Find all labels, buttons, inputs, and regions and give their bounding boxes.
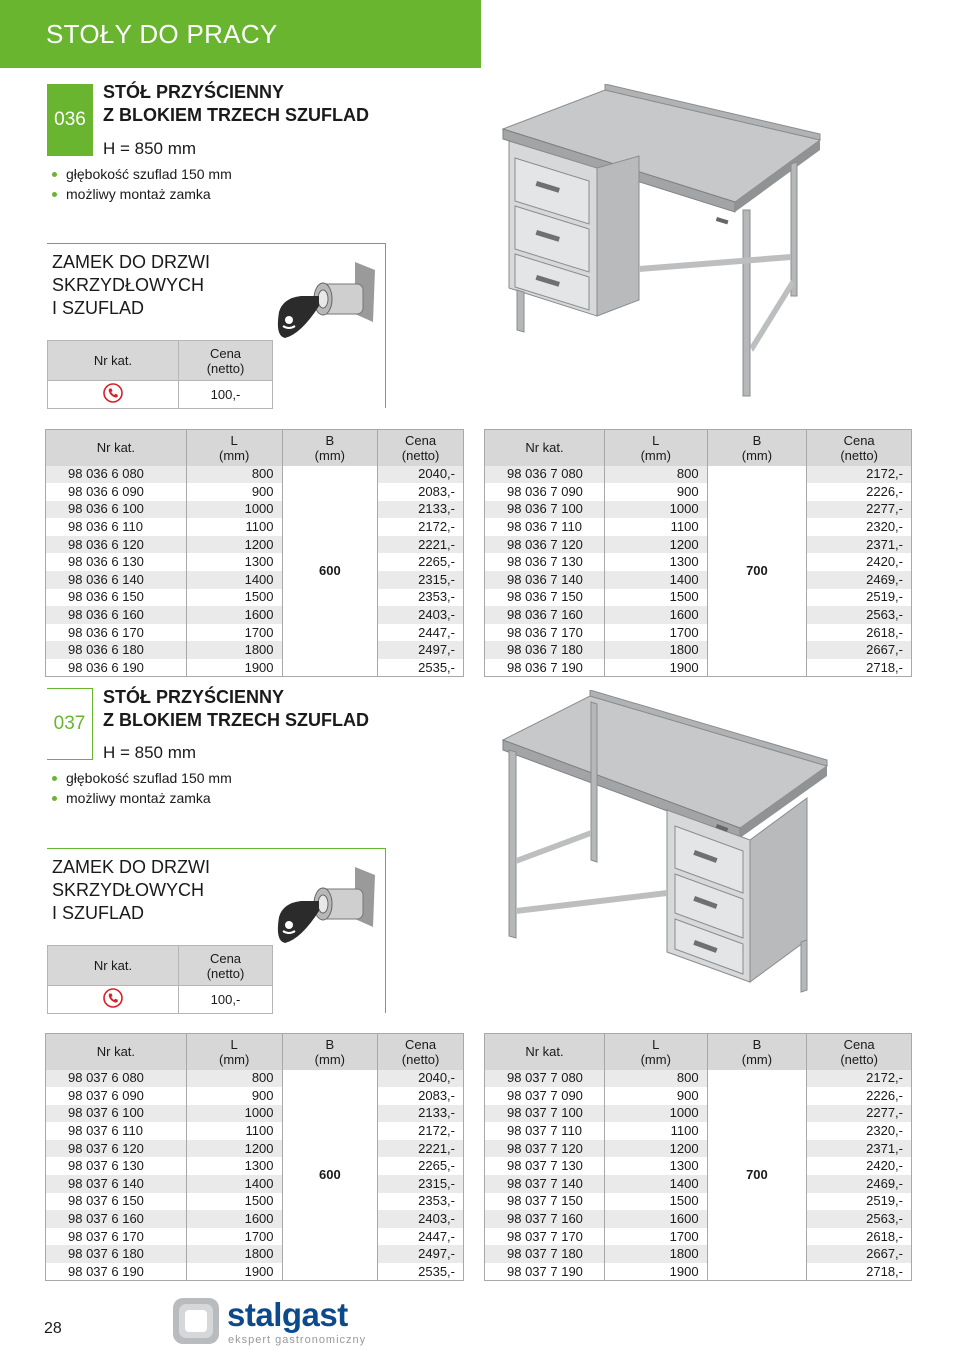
table-row: [46, 1245, 464, 1263]
price-value: 2353,-: [378, 589, 464, 607]
length-value: 1500: [604, 1193, 707, 1211]
length-value: 1700: [604, 1228, 707, 1246]
length-value: 1500: [186, 589, 282, 607]
price-value: 2277,-: [807, 501, 912, 519]
lock-price-table: [47, 340, 273, 409]
price-value: 2618,-: [807, 1228, 912, 1246]
price-value: 2320,-: [807, 518, 912, 536]
product-code-badge: 036: [47, 84, 93, 156]
catalog-number: 98 036 6 120: [46, 536, 187, 554]
length-value: 1100: [604, 518, 707, 536]
table-row: [485, 1228, 912, 1246]
length-value: 800: [604, 1070, 707, 1088]
table-row: [46, 571, 464, 589]
length-value: 1800: [604, 1245, 707, 1263]
price-value: 2226,-: [807, 483, 912, 501]
catalog-number: 98 037 6 160: [46, 1210, 187, 1228]
lock-accessory-box: [47, 243, 386, 408]
price-value: 2469,-: [807, 571, 912, 589]
price-table-037-700: [484, 1033, 912, 1281]
col-header-nr: Nr kat.: [46, 430, 187, 466]
table-row: [46, 1263, 464, 1281]
catalog-number: 98 036 7 190: [485, 659, 605, 677]
length-value: 900: [186, 1087, 282, 1105]
price-value: 2221,-: [378, 1140, 464, 1158]
catalog-number: 98 037 7 160: [485, 1210, 605, 1228]
length-value: 1300: [186, 1157, 282, 1175]
catalog-number: 98 037 7 190: [485, 1263, 605, 1281]
catalog-number: 98 037 7 090: [485, 1087, 605, 1105]
product-image-table-036: [495, 84, 830, 404]
price-value: 2172,-: [807, 1070, 912, 1088]
length-value: 1200: [604, 536, 707, 554]
table-row: [485, 1140, 912, 1158]
length-value: 1600: [186, 1210, 282, 1228]
length-value: 1400: [604, 571, 707, 589]
catalog-number: 98 037 7 180: [485, 1245, 605, 1263]
col-header-l: L (mm): [604, 1034, 707, 1070]
catalog-number: 98 036 6 110: [46, 518, 187, 536]
table-row: [485, 624, 912, 642]
catalog-number: 98 037 6 080: [46, 1070, 187, 1088]
length-value: 800: [186, 1070, 282, 1088]
length-value: 1100: [186, 1122, 282, 1140]
lock-accessory-box: [47, 848, 386, 1013]
table-row: [485, 501, 912, 519]
length-value: 1500: [604, 589, 707, 607]
length-value: 800: [604, 466, 707, 484]
table-row: [485, 1193, 912, 1211]
price-value: 2172,-: [807, 466, 912, 484]
col-header-b: B (mm): [707, 1034, 807, 1070]
length-value: 1200: [186, 1140, 282, 1158]
price-value: 2083,-: [378, 1087, 464, 1105]
col-header-nr: Nr kat.: [485, 430, 605, 466]
brand-name: stalgast: [227, 1296, 348, 1333]
catalog-number: 98 037 6 170: [46, 1228, 187, 1246]
catalog-number: 98 036 6 190: [46, 659, 187, 677]
length-value: 1300: [604, 553, 707, 571]
catalog-number: 98 037 6 110: [46, 1122, 187, 1140]
length-value: 900: [604, 1087, 707, 1105]
table-row: [485, 1157, 912, 1175]
table-row: [46, 659, 464, 677]
table-row: [46, 641, 464, 659]
width-value: 600: [282, 1070, 378, 1281]
table-row: [46, 466, 464, 484]
brand-tagline: ekspert gastronomiczny: [228, 1334, 367, 1346]
product-code-badge: 037: [47, 688, 93, 760]
catalog-number: 98 036 7 150: [485, 589, 605, 607]
lock-price: 100,-: [179, 381, 273, 409]
catalog-number: 98 037 7 080: [485, 1070, 605, 1088]
col-header-b: B (mm): [707, 430, 807, 466]
col-header-price: Cena (netto): [807, 1034, 912, 1070]
table-row: [485, 606, 912, 624]
catalog-number: 98 036 6 140: [46, 571, 187, 589]
table-row: [46, 1228, 464, 1246]
table-row: [46, 1105, 464, 1123]
table-row: [46, 1070, 464, 1088]
table-row: [485, 1122, 912, 1140]
length-value: 1000: [604, 501, 707, 519]
table-row: [485, 1070, 912, 1088]
length-value: 1200: [186, 536, 282, 554]
length-value: 900: [604, 483, 707, 501]
col-header-price: Cena (netto): [179, 341, 273, 381]
catalog-number: 98 037 7 110: [485, 1122, 605, 1140]
price-value: 2535,-: [378, 659, 464, 677]
price-value: 2226,-: [807, 1087, 912, 1105]
table-row: [485, 518, 912, 536]
length-value: 1700: [604, 624, 707, 642]
length-value: 1000: [604, 1105, 707, 1123]
length-value: 1400: [186, 571, 282, 589]
table-row: [46, 1210, 464, 1228]
product-title: STÓŁ PRZYŚCIENNY Z BLOKIEM TRZECH SZUFLAD: [103, 687, 369, 730]
price-value: 2447,-: [378, 1228, 464, 1246]
width-value: 700: [707, 466, 807, 677]
brand-logo: [171, 1294, 371, 1350]
product-height: H = 850 mm: [103, 139, 197, 158]
price-table-036-700: [484, 429, 912, 677]
price-value: 2519,-: [807, 589, 912, 607]
table-row: [46, 501, 464, 519]
length-value: 1800: [186, 1245, 282, 1263]
table-row: [485, 466, 912, 484]
col-header-l: L (mm): [186, 1034, 282, 1070]
length-value: 1200: [604, 1140, 707, 1158]
catalog-number: 98 037 6 180: [46, 1245, 187, 1263]
table-row: [485, 589, 912, 607]
length-value: 1100: [186, 518, 282, 536]
table-row: [485, 536, 912, 554]
price-table-037-600: [45, 1033, 464, 1281]
table-row: [485, 571, 912, 589]
catalog-number: 98 037 6 120: [46, 1140, 187, 1158]
length-value: 1300: [604, 1157, 707, 1175]
col-header-b: B (mm): [282, 1034, 378, 1070]
price-value: 2420,-: [807, 553, 912, 571]
table-row: [46, 536, 464, 554]
length-value: 1700: [186, 1228, 282, 1246]
width-value: 700: [707, 1070, 807, 1281]
catalog-number: 98 036 7 160: [485, 606, 605, 624]
lock-price-table: [47, 945, 273, 1014]
catalog-number: 98 036 7 140: [485, 571, 605, 589]
lock-price: 100,-: [179, 986, 273, 1014]
col-header-nr: Nr kat.: [48, 341, 179, 381]
length-value: 1600: [604, 1210, 707, 1228]
table-row: [485, 1105, 912, 1123]
catalog-number: 98 037 7 150: [485, 1193, 605, 1211]
price-value: 2519,-: [807, 1193, 912, 1211]
price-value: 2320,-: [807, 1122, 912, 1140]
col-header-l: L (mm): [604, 430, 707, 466]
catalog-number: 98 036 6 170: [46, 624, 187, 642]
catalog-number: 98 036 6 150: [46, 589, 187, 607]
price-value: 2420,-: [807, 1157, 912, 1175]
catalog-number: 98 037 6 150: [46, 1193, 187, 1211]
price-value: 2535,-: [378, 1263, 464, 1281]
catalog-number: 98 036 7 180: [485, 641, 605, 659]
table-row: [485, 553, 912, 571]
catalog-number: 98 036 7 110: [485, 518, 605, 536]
price-value: 2040,-: [378, 1070, 464, 1088]
col-header-nr: Nr kat.: [485, 1034, 605, 1070]
table-row: [485, 1087, 912, 1105]
table-row: [485, 1175, 912, 1193]
price-value: 2403,-: [378, 1210, 464, 1228]
table-row: [46, 1122, 464, 1140]
price-value: 2371,-: [807, 1140, 912, 1158]
price-value: 2315,-: [378, 571, 464, 589]
page-number: 28: [44, 1320, 62, 1337]
table-row: [46, 1157, 464, 1175]
price-value: 2403,-: [378, 606, 464, 624]
col-header-l: L (mm): [186, 430, 282, 466]
price-value: 2497,-: [378, 1245, 464, 1263]
price-value: 2172,-: [378, 1122, 464, 1140]
phone-icon: [103, 988, 123, 1008]
price-value: 2265,-: [378, 1157, 464, 1175]
catalog-number: 98 037 7 100: [485, 1105, 605, 1123]
price-value: 2618,-: [807, 624, 912, 642]
col-header-nr: Nr kat.: [46, 1034, 187, 1070]
catalog-number: 98 037 7 170: [485, 1228, 605, 1246]
table-row: [46, 1193, 464, 1211]
stalgast-logo-icon: [171, 1296, 221, 1346]
feature-list: [52, 768, 232, 808]
table-row: [46, 1087, 464, 1105]
feature-item: możliwy montaż zamka: [52, 788, 232, 808]
product-title: STÓŁ PRZYŚCIENNY Z BLOKIEM TRZECH SZUFLAD: [103, 82, 369, 125]
length-value: 1600: [604, 606, 707, 624]
price-value: 2371,-: [807, 536, 912, 554]
table-row: [485, 483, 912, 501]
price-value: 2718,-: [807, 1263, 912, 1281]
price-value: 2353,-: [378, 1193, 464, 1211]
price-table-036-600: [45, 429, 464, 677]
catalog-number: 98 036 6 100: [46, 501, 187, 519]
lock-title: ZAMEK DO DRZWI SKRZYDŁOWYCH I SZUFLAD: [52, 252, 210, 318]
price-value: 2277,-: [807, 1105, 912, 1123]
price-value: 2497,-: [378, 641, 464, 659]
length-value: 1500: [186, 1193, 282, 1211]
length-value: 1400: [186, 1175, 282, 1193]
table-row: [46, 589, 464, 607]
catalog-number: 98 036 6 130: [46, 553, 187, 571]
catalog-number: 98 036 6 090: [46, 483, 187, 501]
price-value: 2265,-: [378, 553, 464, 571]
catalog-number: 98 036 6 180: [46, 641, 187, 659]
col-header-price: Cena (netto): [807, 430, 912, 466]
lock-title: ZAMEK DO DRZWI SKRZYDŁOWYCH I SZUFLAD: [52, 857, 210, 923]
table-row: [485, 641, 912, 659]
price-value: 2563,-: [807, 606, 912, 624]
price-value: 2469,-: [807, 1175, 912, 1193]
header-band: [0, 0, 481, 68]
col-header-price: Cena (netto): [378, 1034, 464, 1070]
price-value: 2083,-: [378, 483, 464, 501]
table-row: [46, 483, 464, 501]
length-value: 1900: [604, 1263, 707, 1281]
price-value: 2718,-: [807, 659, 912, 677]
price-value: 2563,-: [807, 1210, 912, 1228]
catalog-number: 98 036 6 160: [46, 606, 187, 624]
catalog-number: 98 037 6 190: [46, 1263, 187, 1281]
feature-item: głębokość szuflad 150 mm: [52, 164, 232, 184]
feature-item: możliwy montaż zamka: [52, 184, 232, 204]
price-value: 2315,-: [378, 1175, 464, 1193]
price-value: 2172,-: [378, 518, 464, 536]
table-row: [46, 1175, 464, 1193]
catalog-number: 98 037 7 140: [485, 1175, 605, 1193]
table-row: [46, 606, 464, 624]
feature-item: głębokość szuflad 150 mm: [52, 768, 232, 788]
price-value: 2667,-: [807, 1245, 912, 1263]
table-row: [485, 1245, 912, 1263]
col-header-nr: Nr kat.: [48, 946, 179, 986]
catalog-number: 98 036 7 170: [485, 624, 605, 642]
phone-icon-cell: [48, 381, 179, 409]
phone-icon-cell: [48, 986, 179, 1014]
length-value: 1900: [186, 1263, 282, 1281]
lock-product-image: [271, 252, 381, 347]
length-value: 1800: [186, 641, 282, 659]
length-value: 800: [186, 466, 282, 484]
product-image-table-037: [495, 690, 830, 1010]
catalog-number: 98 037 6 100: [46, 1105, 187, 1123]
price-value: 2667,-: [807, 641, 912, 659]
product-height: H = 850 mm: [103, 743, 197, 762]
width-value: 600: [282, 466, 378, 677]
catalog-number: 98 036 7 130: [485, 553, 605, 571]
length-value: 1300: [186, 553, 282, 571]
col-header-price: Cena (netto): [179, 946, 273, 986]
price-value: 2040,-: [378, 466, 464, 484]
catalog-number: 98 036 7 120: [485, 536, 605, 554]
length-value: 1700: [186, 624, 282, 642]
price-value: 2447,-: [378, 624, 464, 642]
table-row: [46, 624, 464, 642]
length-value: 900: [186, 483, 282, 501]
table-row: [46, 1140, 464, 1158]
length-value: 1600: [186, 606, 282, 624]
feature-list: [52, 164, 232, 204]
table-row: [46, 553, 464, 571]
catalog-number: 98 037 6 090: [46, 1087, 187, 1105]
lock-product-image: [271, 857, 381, 952]
length-value: 1000: [186, 501, 282, 519]
phone-icon: [103, 383, 123, 403]
length-value: 1900: [186, 659, 282, 677]
table-row: [485, 659, 912, 677]
col-header-b: B (mm): [282, 430, 378, 466]
col-header-price: Cena (netto): [378, 430, 464, 466]
length-value: 1100: [604, 1122, 707, 1140]
catalog-number: 98 037 7 120: [485, 1140, 605, 1158]
length-value: 1900: [604, 659, 707, 677]
length-value: 1800: [604, 641, 707, 659]
page-title: STOŁY DO PRACY: [46, 19, 278, 49]
catalog-number: 98 036 7 080: [485, 466, 605, 484]
catalog-number: 98 036 6 080: [46, 466, 187, 484]
price-value: 2133,-: [378, 501, 464, 519]
length-value: 1400: [604, 1175, 707, 1193]
table-row: [485, 1263, 912, 1281]
table-row: [485, 1210, 912, 1228]
price-value: 2221,-: [378, 536, 464, 554]
catalog-number: 98 037 7 130: [485, 1157, 605, 1175]
catalog-number: 98 036 7 090: [485, 483, 605, 501]
catalog-number: 98 037 6 130: [46, 1157, 187, 1175]
table-row: [46, 518, 464, 536]
catalog-number: 98 037 6 140: [46, 1175, 187, 1193]
length-value: 1000: [186, 1105, 282, 1123]
price-value: 2133,-: [378, 1105, 464, 1123]
catalog-number: 98 036 7 100: [485, 501, 605, 519]
